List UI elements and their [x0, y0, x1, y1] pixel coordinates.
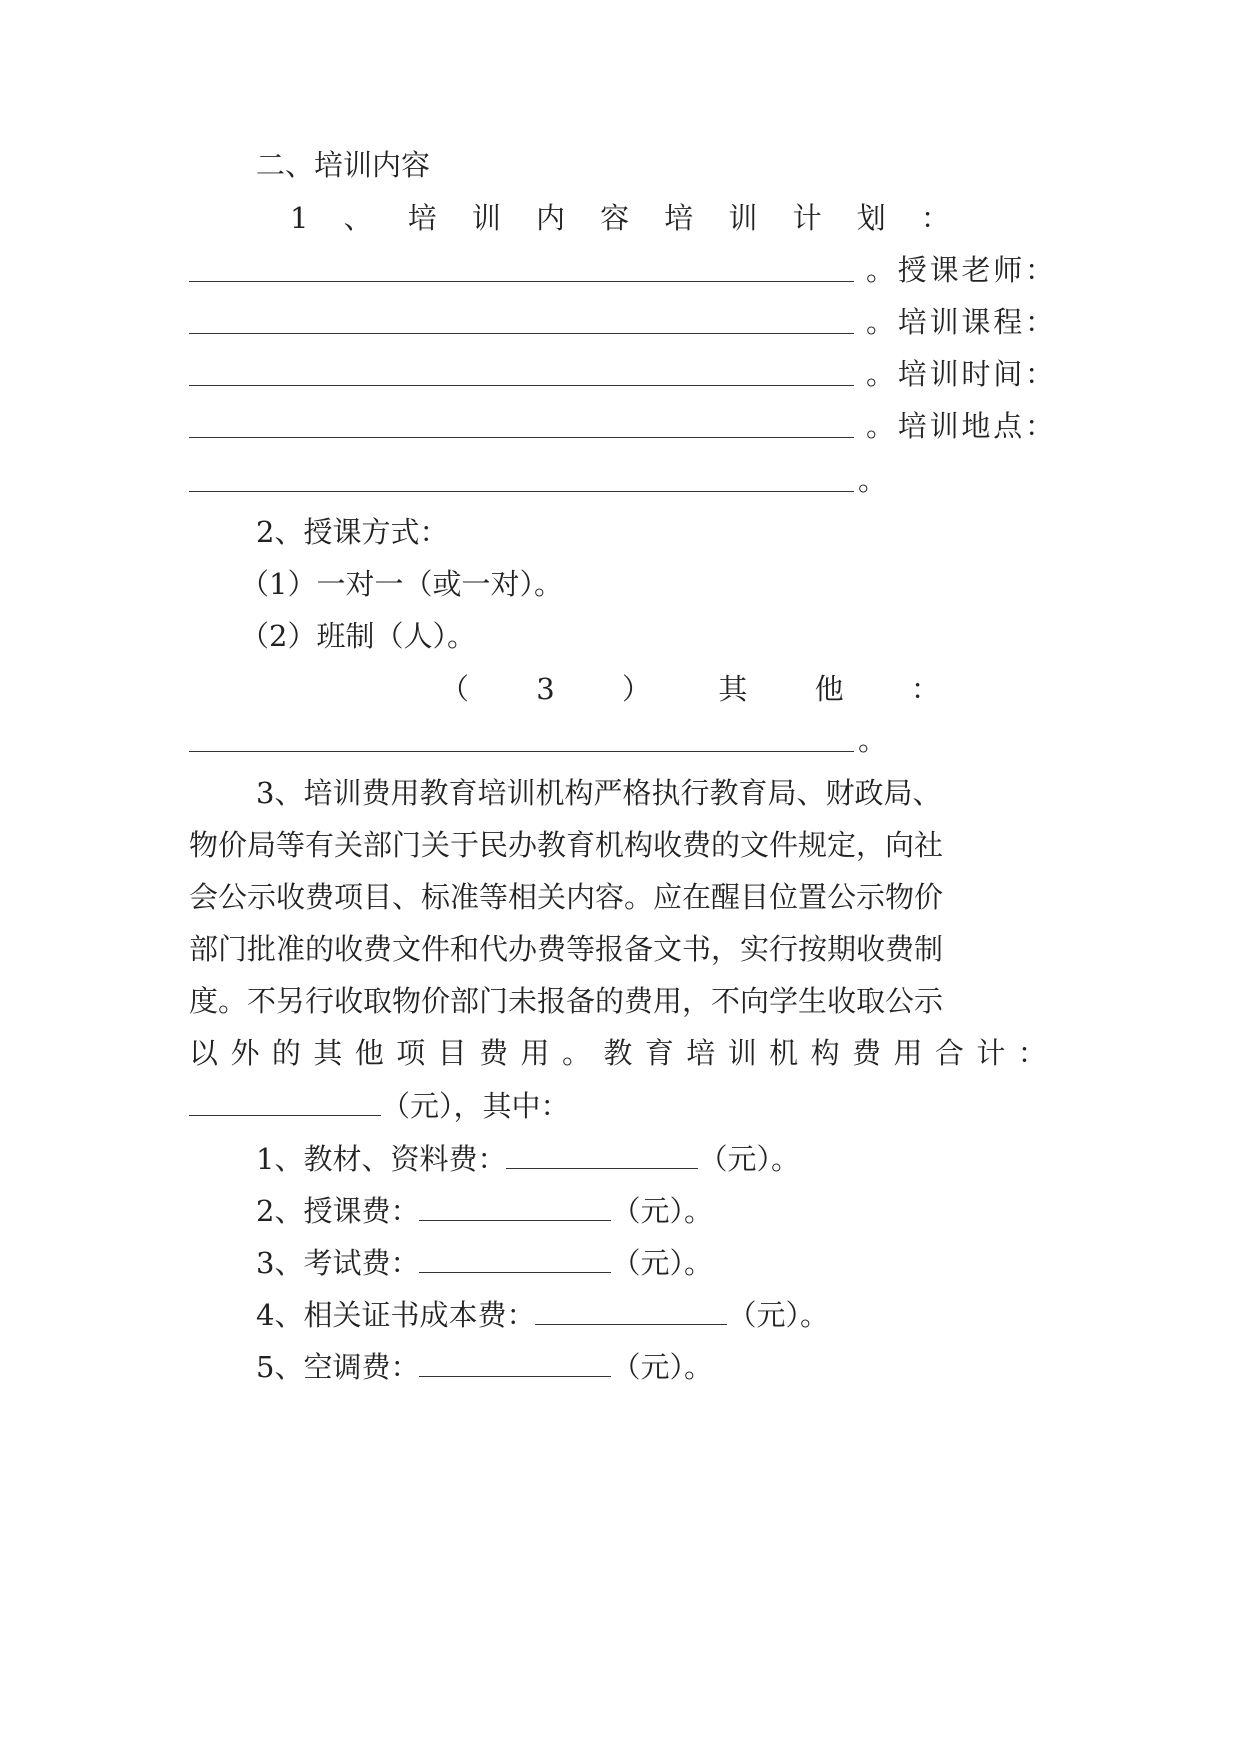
- fee-total-row: [189, 1084, 570, 1128]
- item-teaching: [256, 1189, 713, 1233]
- fee-last-char: 计: [976, 1036, 1006, 1070]
- fee-last-char: ：: [1017, 1036, 1047, 1070]
- plan-row-tail-char: 老: [961, 253, 991, 287]
- item-suffix: （元）。: [611, 1246, 713, 1280]
- item-certificate: [256, 1293, 829, 1337]
- fill-blank[interactable]: [419, 1190, 611, 1221]
- fee-last-char: 用: [893, 1036, 923, 1070]
- fill-blank[interactable]: [535, 1294, 727, 1325]
- fee-last-char: 以: [189, 1036, 219, 1070]
- method-3-char: 他: [814, 672, 844, 706]
- item-label: 5、空调费：: [256, 1350, 420, 1384]
- plan-row-tail-char: ：: [1024, 357, 1054, 391]
- plan-row-tail-char: 时: [961, 357, 991, 391]
- plan-row-tail-char: 。: [866, 253, 896, 287]
- fee-last-char: 训: [727, 1036, 757, 1070]
- plan-row-tail-char: 地: [961, 409, 991, 443]
- fee-para-line-5: 度。不另行收取物价部门未报备的费用，不向学生收取公示: [189, 984, 944, 1018]
- plan-row-teacher: [189, 248, 1054, 292]
- plan-row-end: [189, 458, 1054, 502]
- plan-heading-char: 训: [471, 201, 501, 235]
- plan-row-tail-char: ：: [1024, 253, 1054, 287]
- method-3-char: ：: [910, 672, 940, 706]
- plan-row-course: [189, 300, 1054, 344]
- plan-row-tail-char: 师: [993, 253, 1023, 287]
- item-label: 2、授课费：: [256, 1194, 420, 1228]
- item-label: 3、考试费：: [256, 1246, 420, 1280]
- item-aircon: [256, 1345, 713, 1389]
- fee-para-line-4: 部门批准的收费文件和代办费等报备文书，实行按期收费制: [189, 932, 944, 966]
- plan-heading-char: 计: [792, 201, 822, 235]
- method-3-end: 。: [858, 723, 888, 757]
- method-3: [440, 667, 940, 711]
- fill-blank[interactable]: [419, 1242, 611, 1273]
- plan-row-tail-char: 程: [993, 305, 1023, 339]
- fee-last-char: 目: [437, 1036, 467, 1070]
- plan-end-mark: 。: [858, 463, 888, 497]
- plan-row-tail-char: ：: [1024, 409, 1054, 443]
- item-exam: [256, 1241, 713, 1285]
- fill-blank[interactable]: [506, 1138, 698, 1169]
- fee-last-char: 教: [603, 1036, 633, 1070]
- plan-heading: [290, 196, 950, 240]
- plan-heading-char: 划: [856, 201, 886, 235]
- method-3-char: 3: [536, 672, 555, 706]
- plan-heading-char: 培: [407, 201, 437, 235]
- fee-last-char: 构: [810, 1036, 840, 1070]
- plan-row-tail-char: 培: [897, 305, 927, 339]
- plan-heading-char: 内: [536, 201, 566, 235]
- fee-last-char: 费: [852, 1036, 882, 1070]
- plan-heading-char: 训: [728, 201, 758, 235]
- item-materials: [256, 1137, 800, 1181]
- fill-blank[interactable]: [189, 251, 854, 282]
- fee-last-char: 其: [313, 1036, 343, 1070]
- item-label: 4、相关证书成本费：: [256, 1298, 536, 1332]
- plan-row-tail-char: 培: [897, 357, 927, 391]
- method-1: （1）一对一（或一对）。: [240, 567, 563, 601]
- plan-heading-char: ：: [920, 201, 950, 235]
- fee-last-char: 育: [644, 1036, 674, 1070]
- fill-blank-total[interactable]: [189, 1085, 381, 1116]
- plan-row-tail-char: 。: [866, 409, 896, 443]
- item-suffix: （元）。: [611, 1350, 713, 1384]
- fee-para-line-3: 会公示收费项目、标准等相关内容。应在醒目位置公示物价: [189, 880, 944, 914]
- plan-row-tail-char: 授: [897, 253, 927, 287]
- plan-row-tail-char: 训: [929, 357, 959, 391]
- plan-row-tail: [854, 404, 1054, 448]
- method-3-row: [189, 718, 1054, 762]
- fee-last-char: 机: [769, 1036, 799, 1070]
- plan-row-tail-char: 。: [866, 357, 896, 391]
- item-suffix: （元）。: [698, 1142, 800, 1176]
- plan-row-tail-char: 点: [993, 409, 1023, 443]
- fee-total-suffix: （元），其中：: [381, 1089, 570, 1123]
- plan-heading-char: 、: [343, 201, 373, 235]
- method-3-char: ）: [622, 672, 652, 706]
- fill-blank[interactable]: [189, 461, 854, 492]
- fee-para-line-1: 3、培训费用教育培训机构严格执行教育局、财政局、: [256, 776, 942, 810]
- fee-last-char: 的: [271, 1036, 301, 1070]
- plan-heading-char: 容: [600, 201, 630, 235]
- method-title: 2、授课方式：: [256, 515, 449, 549]
- plan-row-tail: [854, 300, 1054, 344]
- plan-row-tail-char: ：: [1024, 305, 1054, 339]
- plan-row-tail-char: 课: [961, 305, 991, 339]
- fee-last-char: 用: [520, 1036, 550, 1070]
- plan-row-tail: [854, 352, 1054, 396]
- plan-row-tail-char: 间: [993, 357, 1023, 391]
- fee-last-char: 他: [354, 1036, 384, 1070]
- plan-row-tail-char: 培: [897, 409, 927, 443]
- fee-last-char: 。: [561, 1036, 591, 1070]
- fill-blank[interactable]: [189, 355, 854, 386]
- plan-row-time: [189, 352, 1054, 396]
- fee-para-line-6: [189, 1031, 1047, 1075]
- plan-heading-char: 1: [290, 201, 309, 235]
- plan-row-tail: [854, 248, 1054, 292]
- fee-last-char: 培: [686, 1036, 716, 1070]
- method-2: （2）班制（人）。: [240, 619, 476, 653]
- item-suffix: （元）。: [611, 1194, 713, 1228]
- fee-last-char: 费: [479, 1036, 509, 1070]
- fill-blank[interactable]: [189, 303, 854, 334]
- plan-row-tail-char: 课: [929, 253, 959, 287]
- plan-row-location: [189, 404, 1054, 448]
- method-3-char: （: [440, 672, 470, 706]
- plan-row-tail-char: 训: [929, 305, 959, 339]
- fill-blank[interactable]: [189, 721, 854, 752]
- plan-row-tail-char: 。: [866, 305, 896, 339]
- fee-last-char: 外: [230, 1036, 260, 1070]
- fee-para-line-2: 物价局等有关部门关于民办教育机构收费的文件规定，向社: [189, 828, 944, 862]
- method-3-char: 其: [718, 672, 748, 706]
- item-label: 1、教材、资料费：: [256, 1142, 507, 1176]
- fee-last-char: 项: [396, 1036, 426, 1070]
- section-title: 二、培训内容: [256, 148, 431, 182]
- fill-blank[interactable]: [419, 1346, 611, 1377]
- plan-row-tail-char: 训: [929, 409, 959, 443]
- fee-last-char: 合: [934, 1036, 964, 1070]
- fill-blank[interactable]: [189, 407, 854, 438]
- plan-heading-char: 培: [664, 201, 694, 235]
- item-suffix: （元）。: [727, 1298, 829, 1332]
